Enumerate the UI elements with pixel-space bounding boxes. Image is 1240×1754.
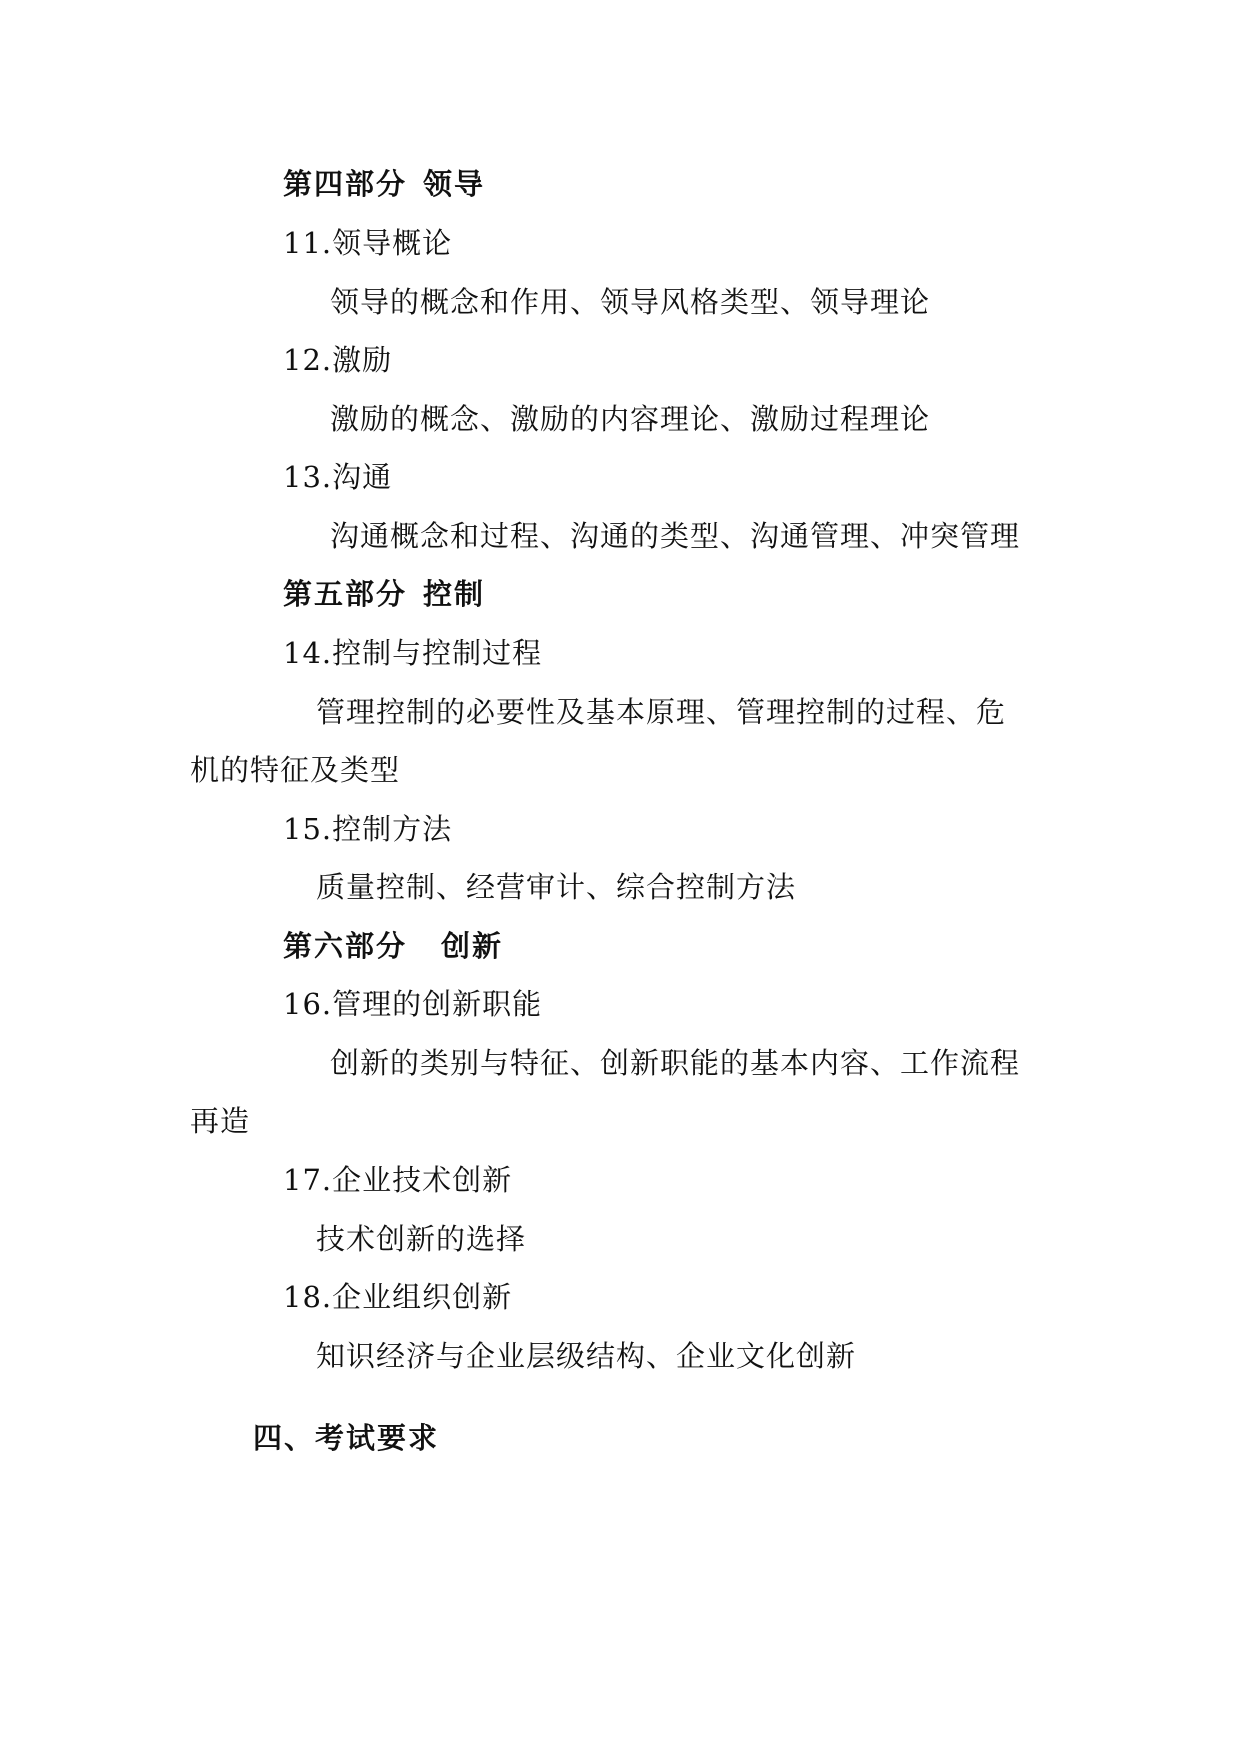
item15-content: 质量控制、经营审计、综合控制方法 [316,870,797,904]
part4-heading-title: 领导 [423,167,486,201]
item17-content: 技术创新的选择 [316,1222,527,1256]
item16-content-line1: 创新的类别与特征、创新职能的基本内容、工作流程 [330,1046,1021,1080]
part4-heading-number: 第四部分 [283,167,408,201]
part5-heading-number: 第五部分 [283,577,408,611]
part6-heading [283,926,503,966]
item13-content: 沟通概念和过程、沟通的类型、沟通管理、冲突管理 [330,519,1021,553]
item14-content-line2: 机的特征及类型 [190,753,401,787]
item15-title: 15.控制方法 [283,812,453,846]
item18-content: 知识经济与企业层级结构、企业文化创新 [316,1339,857,1373]
part6-heading-title: 创新 [441,929,504,963]
part5-heading [283,574,485,614]
item13-title: 13.沟通 [283,460,393,494]
item18-title: 18.企业组织创新 [283,1280,513,1314]
item16-title: 16.管理的创新职能 [283,987,543,1021]
item14-title: 14.控制与控制过程 [283,636,543,670]
item11-title: 11.领导概论 [283,226,453,260]
item12-title: 12.激励 [283,343,393,377]
item16-content-line2: 再造 [190,1104,251,1138]
item14-content-line1: 管理控制的必要性及基本原理、管理控制的过程、危 [316,695,1007,729]
part6-heading-number: 第六部分 [283,929,408,963]
item17-title: 17.企业技术创新 [283,1163,513,1197]
part4-heading [283,164,485,204]
part5-heading-title: 控制 [423,577,486,611]
section4-heading: 四、考试要求 [253,1421,440,1455]
item11-content: 领导的概念和作用、领导风格类型、领导理论 [330,285,931,319]
item12-content: 激励的概念、激励的内容理论、激励过程理论 [330,402,931,436]
